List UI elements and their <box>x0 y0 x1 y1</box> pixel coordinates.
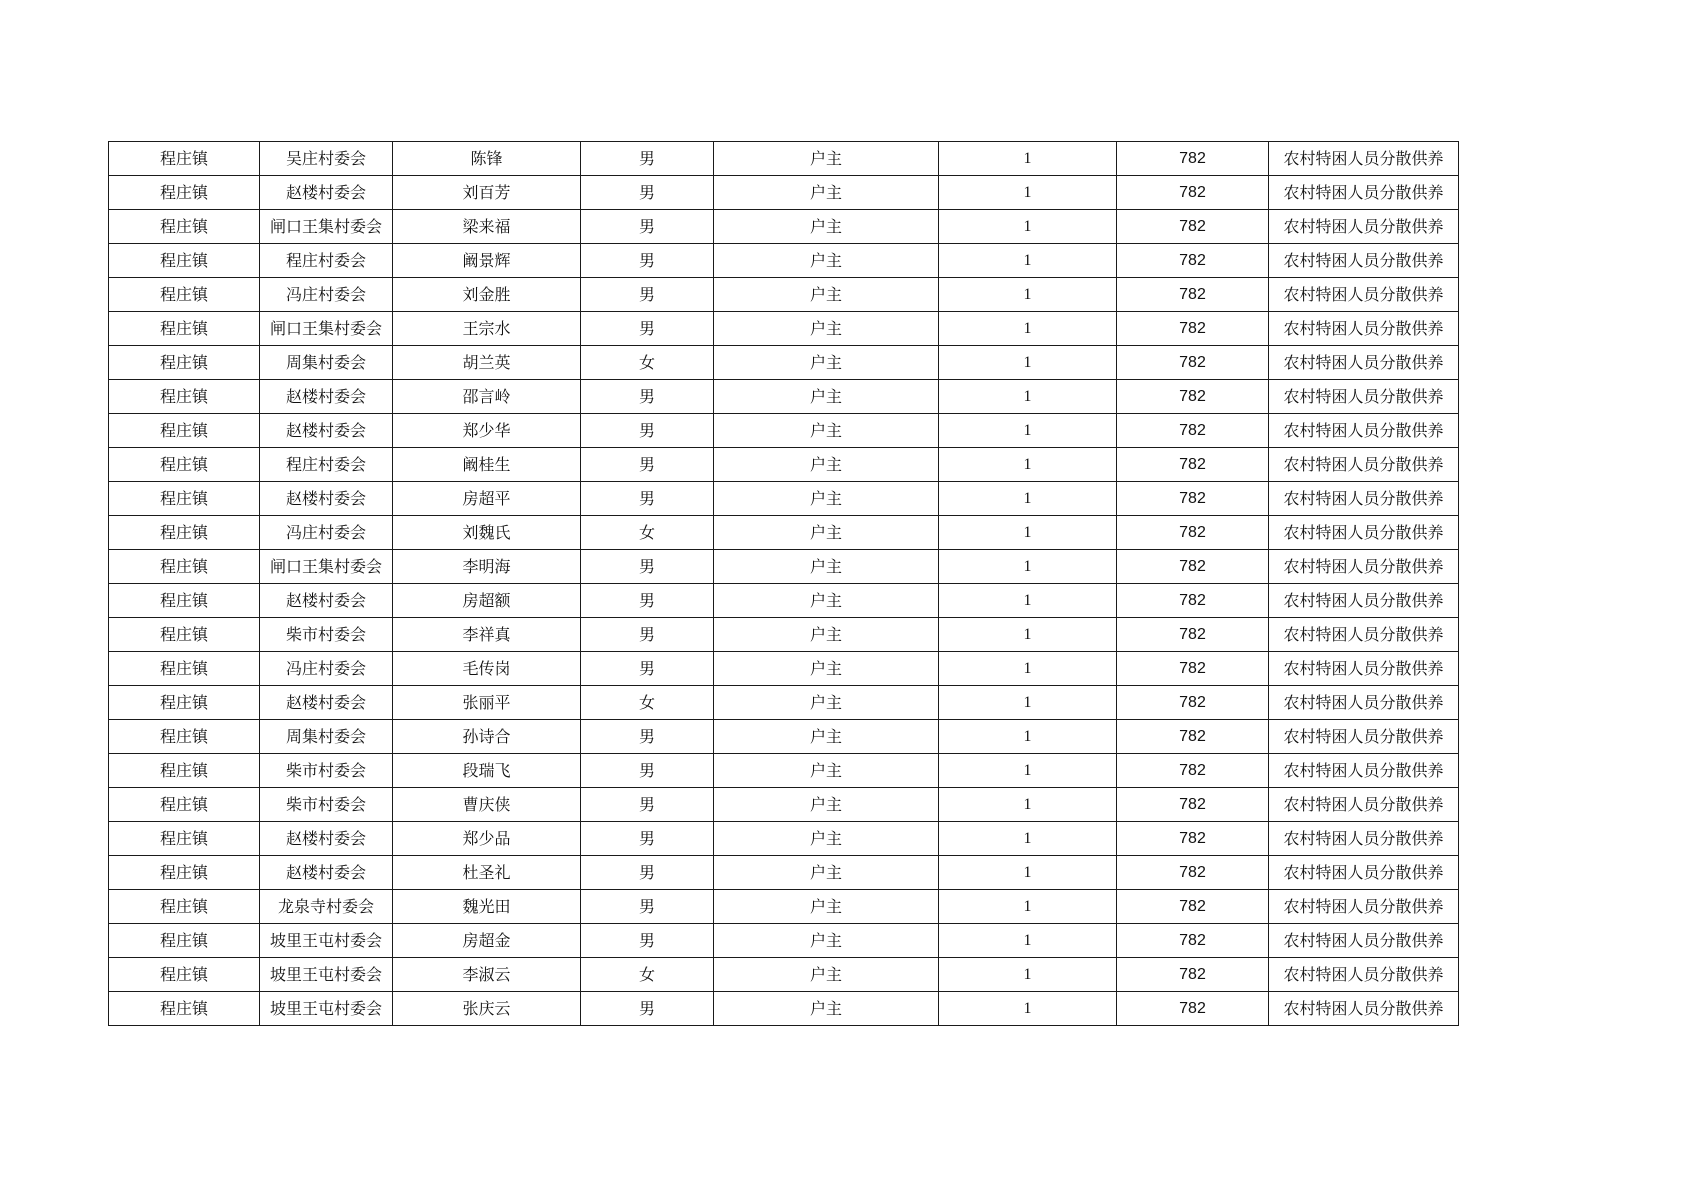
cell-village: 赵楼村委会 <box>260 414 393 448</box>
cell-category: 农村特困人员分散供养 <box>1269 890 1459 924</box>
cell-category: 农村特困人员分散供养 <box>1269 312 1459 346</box>
cell-name: 张丽平 <box>393 686 581 720</box>
cell-name: 陈锋 <box>393 142 581 176</box>
cell-relation: 户主 <box>714 856 939 890</box>
cell-category: 农村特困人员分散供养 <box>1269 210 1459 244</box>
cell-gender: 男 <box>581 380 714 414</box>
cell-town: 程庄镇 <box>109 856 260 890</box>
cell-village: 赵楼村委会 <box>260 482 393 516</box>
cell-name: 刘金胜 <box>393 278 581 312</box>
cell-gender: 男 <box>581 278 714 312</box>
cell-household-count: 1 <box>939 142 1117 176</box>
cell-category: 农村特困人员分散供养 <box>1269 754 1459 788</box>
cell-amount: 782 <box>1117 346 1269 380</box>
cell-name: 邵言岭 <box>393 380 581 414</box>
cell-category: 农村特困人员分散供养 <box>1269 788 1459 822</box>
table-row <box>109 210 1459 244</box>
cell-name: 李祥真 <box>393 618 581 652</box>
cell-village: 闸口王集村委会 <box>260 312 393 346</box>
cell-town: 程庄镇 <box>109 618 260 652</box>
cell-gender: 男 <box>581 482 714 516</box>
cell-household-count: 1 <box>939 244 1117 278</box>
cell-amount: 782 <box>1117 176 1269 210</box>
cell-name: 胡兰英 <box>393 346 581 380</box>
table-row <box>109 380 1459 414</box>
cell-relation: 户主 <box>714 380 939 414</box>
cell-gender: 男 <box>581 754 714 788</box>
cell-amount: 782 <box>1117 652 1269 686</box>
cell-relation: 户主 <box>714 686 939 720</box>
cell-name: 阚景辉 <box>393 244 581 278</box>
cell-relation: 户主 <box>714 958 939 992</box>
cell-household-count: 1 <box>939 210 1117 244</box>
table-row <box>109 448 1459 482</box>
cell-village: 闸口王集村委会 <box>260 210 393 244</box>
cell-name: 孙诗合 <box>393 720 581 754</box>
cell-amount: 782 <box>1117 924 1269 958</box>
cell-name: 郑少品 <box>393 822 581 856</box>
cell-category: 农村特困人员分散供养 <box>1269 618 1459 652</box>
table-row <box>109 346 1459 380</box>
cell-household-count: 1 <box>939 992 1117 1026</box>
cell-amount: 782 <box>1117 890 1269 924</box>
cell-relation: 户主 <box>714 754 939 788</box>
cell-amount: 782 <box>1117 754 1269 788</box>
cell-category: 农村特困人员分散供养 <box>1269 482 1459 516</box>
cell-village: 周集村委会 <box>260 346 393 380</box>
cell-household-count: 1 <box>939 482 1117 516</box>
table-row <box>109 618 1459 652</box>
cell-household-count: 1 <box>939 414 1117 448</box>
cell-town: 程庄镇 <box>109 278 260 312</box>
cell-household-count: 1 <box>939 584 1117 618</box>
cell-household-count: 1 <box>939 380 1117 414</box>
cell-amount: 782 <box>1117 448 1269 482</box>
table-body <box>109 142 1459 1026</box>
cell-village: 柴市村委会 <box>260 788 393 822</box>
cell-amount: 782 <box>1117 584 1269 618</box>
cell-village: 冯庄村委会 <box>260 652 393 686</box>
table-row <box>109 244 1459 278</box>
cell-relation: 户主 <box>714 618 939 652</box>
cell-gender: 女 <box>581 346 714 380</box>
table-row <box>109 482 1459 516</box>
cell-household-count: 1 <box>939 754 1117 788</box>
cell-town: 程庄镇 <box>109 822 260 856</box>
cell-name: 刘魏氏 <box>393 516 581 550</box>
cell-household-count: 1 <box>939 176 1117 210</box>
cell-relation: 户主 <box>714 720 939 754</box>
table-row <box>109 924 1459 958</box>
cell-amount: 782 <box>1117 312 1269 346</box>
cell-name: 阚桂生 <box>393 448 581 482</box>
cell-category: 农村特困人员分散供养 <box>1269 244 1459 278</box>
cell-amount: 782 <box>1117 278 1269 312</box>
cell-town: 程庄镇 <box>109 720 260 754</box>
table-row <box>109 890 1459 924</box>
cell-gender: 男 <box>581 652 714 686</box>
cell-relation: 户主 <box>714 788 939 822</box>
cell-category: 农村特困人员分散供养 <box>1269 686 1459 720</box>
cell-category: 农村特困人员分散供养 <box>1269 720 1459 754</box>
cell-amount: 782 <box>1117 414 1269 448</box>
cell-household-count: 1 <box>939 856 1117 890</box>
cell-relation: 户主 <box>714 924 939 958</box>
cell-household-count: 1 <box>939 346 1117 380</box>
cell-village: 坡里王屯村委会 <box>260 992 393 1026</box>
cell-category: 农村特困人员分散供养 <box>1269 414 1459 448</box>
cell-household-count: 1 <box>939 312 1117 346</box>
cell-village: 冯庄村委会 <box>260 516 393 550</box>
cell-relation: 户主 <box>714 312 939 346</box>
table-row <box>109 516 1459 550</box>
cell-gender: 女 <box>581 958 714 992</box>
cell-town: 程庄镇 <box>109 312 260 346</box>
cell-name: 杜圣礼 <box>393 856 581 890</box>
cell-gender: 男 <box>581 822 714 856</box>
cell-name: 梁来福 <box>393 210 581 244</box>
cell-gender: 男 <box>581 448 714 482</box>
cell-amount: 782 <box>1117 958 1269 992</box>
table-row <box>109 550 1459 584</box>
table-row <box>109 992 1459 1026</box>
cell-relation: 户主 <box>714 482 939 516</box>
document-page <box>108 141 1459 1026</box>
cell-amount: 782 <box>1117 516 1269 550</box>
cell-gender: 男 <box>581 992 714 1026</box>
cell-gender: 男 <box>581 244 714 278</box>
cell-name: 段瑞飞 <box>393 754 581 788</box>
table-row <box>109 958 1459 992</box>
cell-household-count: 1 <box>939 686 1117 720</box>
cell-gender: 男 <box>581 856 714 890</box>
cell-household-count: 1 <box>939 618 1117 652</box>
table-row <box>109 754 1459 788</box>
cell-village: 闸口王集村委会 <box>260 550 393 584</box>
cell-relation: 户主 <box>714 584 939 618</box>
cell-category: 农村特困人员分散供养 <box>1269 822 1459 856</box>
cell-name: 毛传岗 <box>393 652 581 686</box>
cell-town: 程庄镇 <box>109 754 260 788</box>
cell-gender: 男 <box>581 720 714 754</box>
cell-category: 农村特困人员分散供养 <box>1269 380 1459 414</box>
table-row <box>109 720 1459 754</box>
cell-village: 赵楼村委会 <box>260 686 393 720</box>
cell-gender: 女 <box>581 516 714 550</box>
cell-name: 郑少华 <box>393 414 581 448</box>
cell-amount: 782 <box>1117 482 1269 516</box>
cell-village: 程庄村委会 <box>260 448 393 482</box>
cell-town: 程庄镇 <box>109 924 260 958</box>
cell-relation: 户主 <box>714 414 939 448</box>
cell-name: 房超金 <box>393 924 581 958</box>
cell-name: 魏光田 <box>393 890 581 924</box>
table-row <box>109 652 1459 686</box>
cell-amount: 782 <box>1117 142 1269 176</box>
cell-category: 农村特困人员分散供养 <box>1269 346 1459 380</box>
cell-town: 程庄镇 <box>109 992 260 1026</box>
table-row <box>109 788 1459 822</box>
cell-relation: 户主 <box>714 890 939 924</box>
cell-town: 程庄镇 <box>109 244 260 278</box>
cell-amount: 782 <box>1117 822 1269 856</box>
cell-amount: 782 <box>1117 244 1269 278</box>
cell-village: 吴庄村委会 <box>260 142 393 176</box>
cell-household-count: 1 <box>939 924 1117 958</box>
cell-town: 程庄镇 <box>109 210 260 244</box>
cell-town: 程庄镇 <box>109 142 260 176</box>
cell-household-count: 1 <box>939 890 1117 924</box>
cell-relation: 户主 <box>714 516 939 550</box>
table-row <box>109 822 1459 856</box>
cell-category: 农村特困人员分散供养 <box>1269 516 1459 550</box>
cell-village: 柴市村委会 <box>260 618 393 652</box>
cell-gender: 男 <box>581 550 714 584</box>
cell-gender: 男 <box>581 312 714 346</box>
cell-category: 农村特困人员分散供养 <box>1269 992 1459 1026</box>
cell-village: 赵楼村委会 <box>260 176 393 210</box>
cell-relation: 户主 <box>714 822 939 856</box>
cell-town: 程庄镇 <box>109 652 260 686</box>
relief-roster-table <box>108 141 1459 1026</box>
cell-town: 程庄镇 <box>109 550 260 584</box>
cell-gender: 男 <box>581 924 714 958</box>
cell-town: 程庄镇 <box>109 414 260 448</box>
cell-name: 曹庆侠 <box>393 788 581 822</box>
cell-town: 程庄镇 <box>109 176 260 210</box>
cell-town: 程庄镇 <box>109 448 260 482</box>
cell-name: 李明海 <box>393 550 581 584</box>
cell-name: 刘百芳 <box>393 176 581 210</box>
cell-category: 农村特困人员分散供养 <box>1269 278 1459 312</box>
cell-amount: 782 <box>1117 856 1269 890</box>
cell-village: 龙泉寺村委会 <box>260 890 393 924</box>
cell-relation: 户主 <box>714 992 939 1026</box>
cell-name: 张庆云 <box>393 992 581 1026</box>
cell-town: 程庄镇 <box>109 890 260 924</box>
cell-village: 坡里王屯村委会 <box>260 958 393 992</box>
cell-village: 程庄村委会 <box>260 244 393 278</box>
cell-gender: 男 <box>581 584 714 618</box>
cell-town: 程庄镇 <box>109 482 260 516</box>
cell-town: 程庄镇 <box>109 788 260 822</box>
cell-town: 程庄镇 <box>109 686 260 720</box>
cell-amount: 782 <box>1117 720 1269 754</box>
cell-amount: 782 <box>1117 550 1269 584</box>
cell-town: 程庄镇 <box>109 958 260 992</box>
cell-town: 程庄镇 <box>109 380 260 414</box>
cell-category: 农村特困人员分散供养 <box>1269 142 1459 176</box>
cell-relation: 户主 <box>714 210 939 244</box>
cell-relation: 户主 <box>714 652 939 686</box>
cell-town: 程庄镇 <box>109 516 260 550</box>
cell-name: 房超平 <box>393 482 581 516</box>
cell-gender: 男 <box>581 210 714 244</box>
cell-household-count: 1 <box>939 720 1117 754</box>
cell-household-count: 1 <box>939 822 1117 856</box>
cell-relation: 户主 <box>714 176 939 210</box>
cell-amount: 782 <box>1117 210 1269 244</box>
cell-household-count: 1 <box>939 278 1117 312</box>
cell-amount: 782 <box>1117 380 1269 414</box>
cell-category: 农村特困人员分散供养 <box>1269 652 1459 686</box>
cell-village: 赵楼村委会 <box>260 856 393 890</box>
cell-amount: 782 <box>1117 788 1269 822</box>
cell-amount: 782 <box>1117 686 1269 720</box>
cell-category: 农村特困人员分散供养 <box>1269 856 1459 890</box>
cell-gender: 女 <box>581 686 714 720</box>
cell-gender: 男 <box>581 142 714 176</box>
table-row <box>109 176 1459 210</box>
cell-amount: 782 <box>1117 618 1269 652</box>
cell-name: 房超额 <box>393 584 581 618</box>
cell-gender: 男 <box>581 890 714 924</box>
cell-town: 程庄镇 <box>109 346 260 380</box>
cell-village: 赵楼村委会 <box>260 822 393 856</box>
table-row <box>109 278 1459 312</box>
cell-gender: 男 <box>581 176 714 210</box>
table-row <box>109 584 1459 618</box>
table-row <box>109 856 1459 890</box>
cell-village: 周集村委会 <box>260 720 393 754</box>
cell-village: 赵楼村委会 <box>260 584 393 618</box>
cell-village: 柴市村委会 <box>260 754 393 788</box>
cell-name: 王宗水 <box>393 312 581 346</box>
cell-relation: 户主 <box>714 448 939 482</box>
cell-category: 农村特困人员分散供养 <box>1269 448 1459 482</box>
cell-relation: 户主 <box>714 244 939 278</box>
cell-household-count: 1 <box>939 516 1117 550</box>
cell-household-count: 1 <box>939 958 1117 992</box>
cell-town: 程庄镇 <box>109 584 260 618</box>
cell-village: 赵楼村委会 <box>260 380 393 414</box>
table-row <box>109 312 1459 346</box>
cell-village: 坡里王屯村委会 <box>260 924 393 958</box>
table-row <box>109 686 1459 720</box>
cell-gender: 男 <box>581 618 714 652</box>
cell-relation: 户主 <box>714 346 939 380</box>
cell-category: 农村特困人员分散供养 <box>1269 924 1459 958</box>
cell-category: 农村特困人员分散供养 <box>1269 958 1459 992</box>
cell-category: 农村特困人员分散供养 <box>1269 550 1459 584</box>
cell-gender: 男 <box>581 788 714 822</box>
table-row <box>109 142 1459 176</box>
cell-category: 农村特困人员分散供养 <box>1269 176 1459 210</box>
cell-household-count: 1 <box>939 788 1117 822</box>
cell-household-count: 1 <box>939 652 1117 686</box>
cell-name: 李淑云 <box>393 958 581 992</box>
cell-category: 农村特困人员分散供养 <box>1269 584 1459 618</box>
table-row <box>109 414 1459 448</box>
cell-relation: 户主 <box>714 550 939 584</box>
cell-relation: 户主 <box>714 278 939 312</box>
cell-household-count: 1 <box>939 550 1117 584</box>
cell-relation: 户主 <box>714 142 939 176</box>
cell-household-count: 1 <box>939 448 1117 482</box>
cell-amount: 782 <box>1117 992 1269 1026</box>
cell-village: 冯庄村委会 <box>260 278 393 312</box>
cell-gender: 男 <box>581 414 714 448</box>
